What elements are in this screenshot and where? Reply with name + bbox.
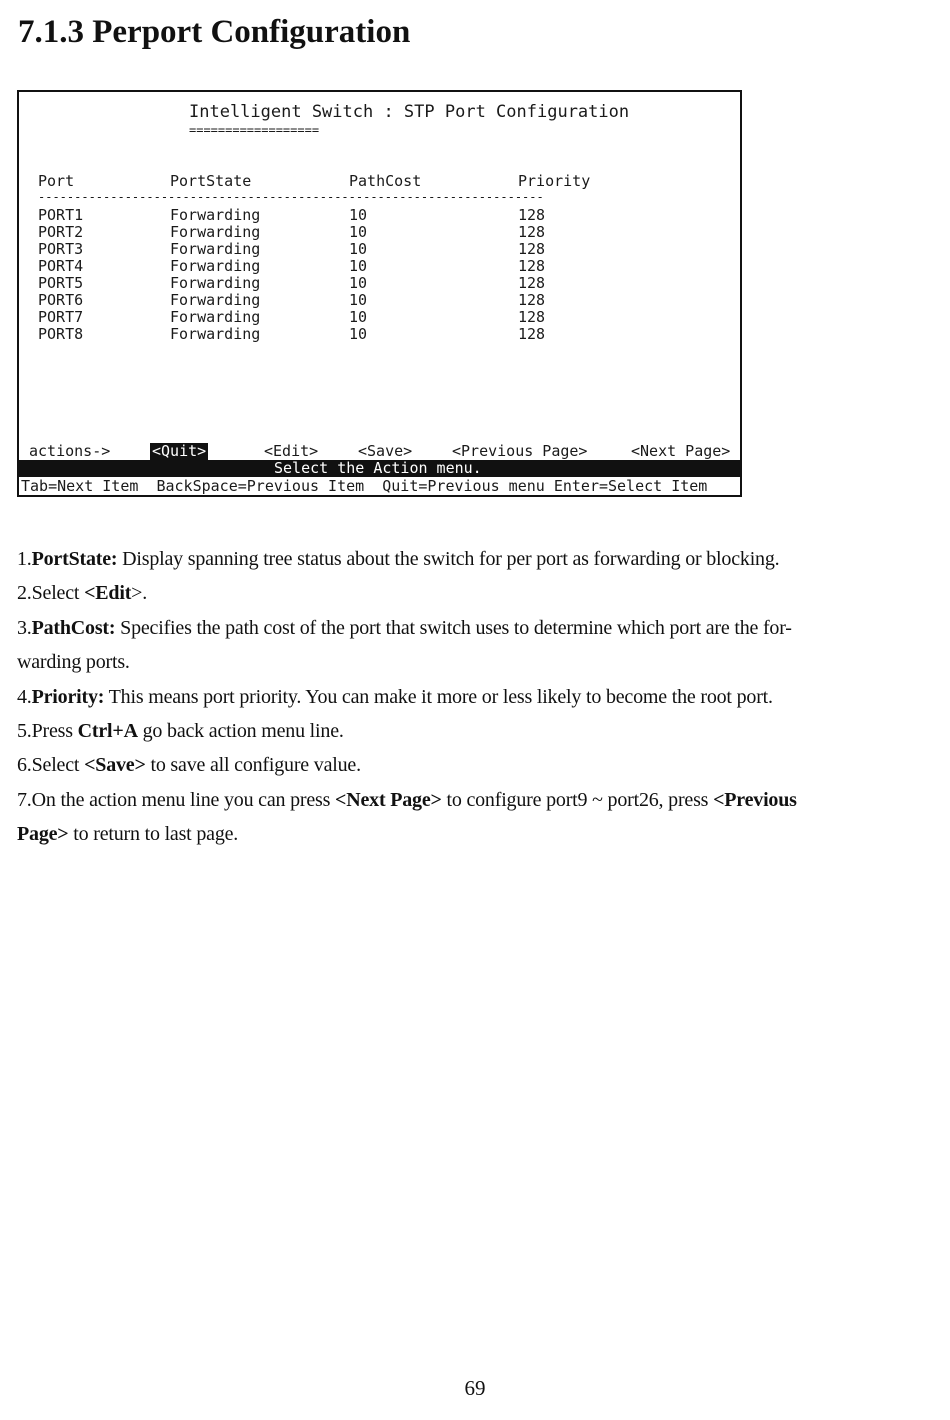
port-row-7-priority: 128 bbox=[518, 308, 546, 326]
page-number: 69 bbox=[464, 1376, 486, 1400]
section-heading: 7.1.3 Perport Configuration bbox=[18, 14, 411, 50]
port-row-4-cost: 10 bbox=[349, 257, 368, 275]
column-header-pathcost: PathCost bbox=[349, 172, 422, 190]
terminal-screenshot bbox=[17, 90, 742, 497]
note-2: 2.Select <Edit>. bbox=[17, 582, 148, 605]
note-5: 5.Press Ctrl+A go back action menu line. bbox=[17, 720, 344, 743]
help-line: Tab=Next Item BackSpace=Previous Item Quit=Previous menu Enter=Select Item bbox=[21, 477, 708, 495]
port-row-4-priority: 128 bbox=[518, 257, 546, 275]
status-bar bbox=[19, 460, 740, 477]
note-7-continued: Page> to return to last page. bbox=[17, 823, 239, 846]
terminal-title-underline: ================== bbox=[189, 123, 320, 137]
port-row-7-cost: 10 bbox=[349, 308, 368, 326]
actions-label: actions-> bbox=[29, 442, 111, 460]
instruction-notes bbox=[17, 542, 917, 852]
port-row-6-priority: 128 bbox=[518, 291, 546, 309]
port-row-5-state: Forwarding bbox=[170, 274, 261, 292]
port-row-2-cost: 10 bbox=[349, 223, 368, 241]
port-row-1-priority: 128 bbox=[518, 206, 546, 224]
port-row-6-cost: 10 bbox=[349, 291, 368, 309]
port-row-8-port: PORT8 bbox=[38, 325, 84, 343]
port-row-2-state: Forwarding bbox=[170, 223, 261, 241]
port-row-2-priority: 128 bbox=[518, 223, 546, 241]
previous-page-action[interactable]: <Previous Page> bbox=[452, 442, 588, 460]
column-header-priority: Priority bbox=[518, 172, 591, 190]
port-row-4-port: PORT4 bbox=[38, 257, 84, 275]
port-row-6-state: Forwarding bbox=[170, 291, 261, 309]
port-row-3-state: Forwarding bbox=[170, 240, 261, 258]
port-row-8-cost: 10 bbox=[349, 325, 368, 343]
port-row-8-state: Forwarding bbox=[170, 325, 261, 343]
note-7: 7.On the action menu line you can press <Next Page> to configure port9 ~ port26, press <Previous bbox=[17, 788, 797, 811]
quit-action[interactable]: <Quit> bbox=[152, 442, 207, 460]
status-message: Select the Action menu. bbox=[274, 459, 482, 477]
save-action[interactable]: <Save> bbox=[358, 442, 413, 460]
port-row-1-port: PORT1 bbox=[38, 206, 84, 224]
port-row-3-priority: 128 bbox=[518, 240, 546, 258]
port-row-3-cost: 10 bbox=[349, 240, 368, 258]
port-row-4-state: Forwarding bbox=[170, 257, 261, 275]
next-page-action[interactable]: <Next Page> bbox=[631, 442, 731, 460]
port-row-7-state: Forwarding bbox=[170, 308, 261, 326]
note-6: 6.Select <Save> to save all configure value. bbox=[17, 754, 361, 777]
column-header-portstate: PortState bbox=[170, 172, 252, 190]
note-1: 1.PortState: Display spanning tree status about the switch for per port as forwarding or blocking. bbox=[17, 548, 780, 570]
note-4: 4.Priority: This means port priority. You can make it more or less likely to become the root port. bbox=[17, 685, 773, 708]
terminal-title: Intelligent Switch : STP Port Configuration bbox=[189, 102, 630, 122]
port-row-5-priority: 128 bbox=[518, 274, 546, 292]
port-row-8-priority: 128 bbox=[518, 325, 546, 343]
port-row-1-state: Forwarding bbox=[170, 206, 261, 224]
port-row-3-port: PORT3 bbox=[38, 240, 84, 258]
header-separator: ---------------------------------------------------------------------- bbox=[38, 190, 544, 204]
port-row-6-port: PORT6 bbox=[38, 291, 84, 309]
edit-action[interactable]: <Edit> bbox=[264, 442, 319, 460]
port-row-7-port: PORT7 bbox=[38, 308, 84, 326]
port-row-5-cost: 10 bbox=[349, 274, 368, 292]
port-row-1-cost: 10 bbox=[349, 206, 368, 224]
note-3: 3.PathCost: Specifies the path cost of the port that switch uses to determine which port are the for- bbox=[17, 616, 792, 639]
port-row-2-port: PORT2 bbox=[38, 223, 84, 241]
column-header-port: Port bbox=[38, 172, 75, 190]
note-3-continued: warding ports. bbox=[17, 651, 130, 674]
port-row-5-port: PORT5 bbox=[38, 274, 84, 292]
